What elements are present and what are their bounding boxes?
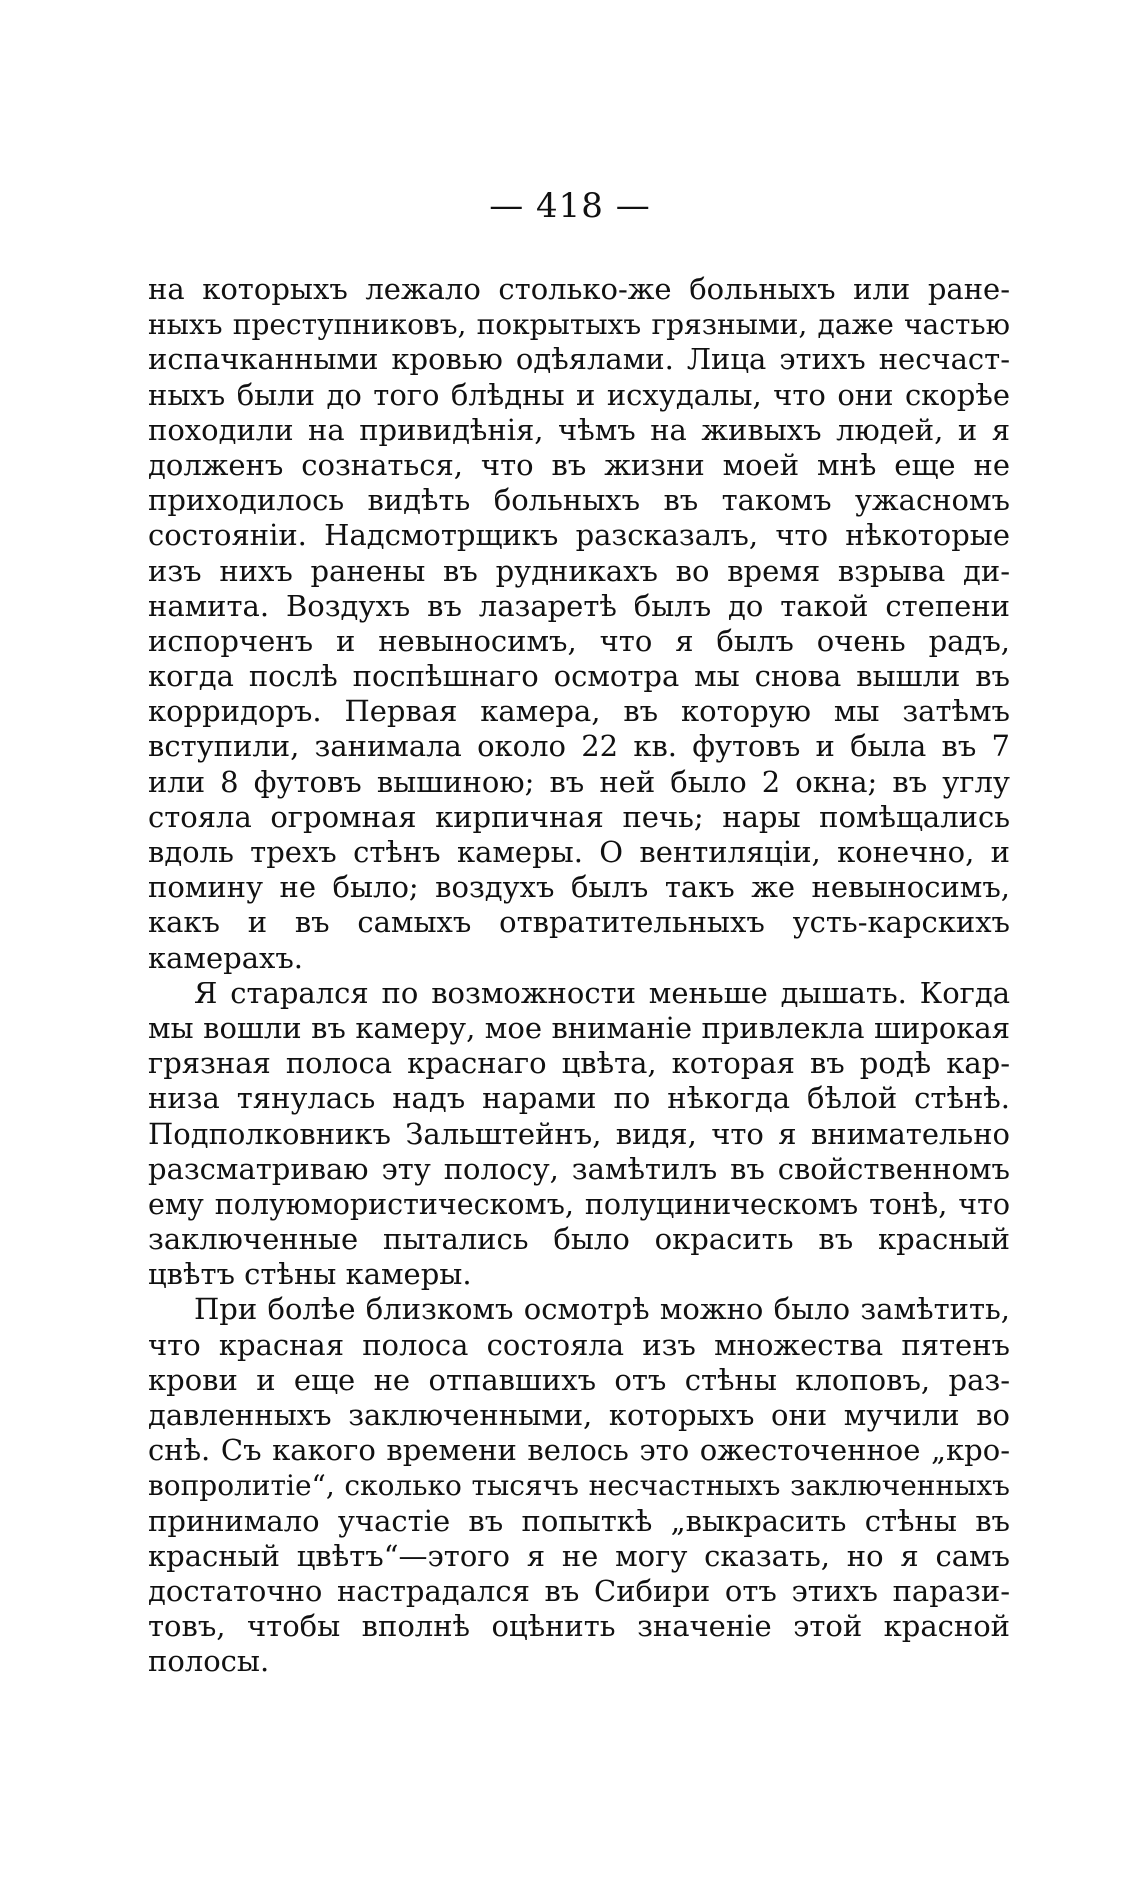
text-line: походили на привидѣнія, чѣмъ на живыхъ людей, и я [148, 412, 1010, 447]
text-line: грязная полоса краснаго цвѣта, которая въ родѣ кар- [148, 1046, 1010, 1081]
text-line: на которыхъ лежало столько-же больныхъ или ране- [148, 272, 1010, 306]
text-line: состояніи. Надсмотрщикъ разсказалъ, что нѣкоторые [148, 518, 1010, 553]
text-line: ему полуюмористическомъ, полуциническомъ тонѣ, что [148, 1187, 1010, 1221]
text-line: крови и еще не отпавшихъ отъ стѣны клоповъ, раз- [148, 1362, 1010, 1397]
text-line: полосы. [148, 1644, 270, 1679]
text-line: При болѣе близкомъ осмотрѣ можно было замѣтить, [194, 1292, 1010, 1327]
text-line: Подполковникъ Зальштейнъ, видя, что я внимательно [148, 1116, 1010, 1151]
text-line: цвѣтъ стѣны камеры. [148, 1257, 472, 1292]
text-line: камерахъ. [148, 940, 304, 975]
text-line: товъ, чтобы вполнѣ оцѣнить значеніе этой красной [148, 1609, 1010, 1644]
page-number: — 418 — [489, 186, 651, 226]
paragraph [148, 272, 1010, 976]
text-line: давленныхъ заключенными, которыхъ они мучили во [148, 1398, 1010, 1432]
text-line: намита. Воздухъ въ лазаретѣ былъ до такой степени [148, 588, 1010, 623]
text-line: вдоль трехъ стѣнъ камеры. О вентиляціи, конечно, и [148, 835, 1010, 869]
text-line: вступили, занимала около 22 кв. футовъ и была въ 7 [148, 729, 1010, 764]
text-line: что красная полоса состояла изъ множества пятенъ [148, 1327, 1010, 1362]
text-line: снѣ. Съ какого времени велось это ожесточенное „кро- [148, 1433, 1010, 1468]
text-line: испачканными кровью одѣялами. Лица этихъ несчаст- [148, 342, 1010, 377]
text-line: низа тянулась надъ нарами по нѣкогда бѣлой стѣнѣ. [148, 1081, 1010, 1116]
text-line: помину не было; воздухъ былъ такъ же невыносимъ, [148, 870, 1010, 905]
text-line: корридоръ. Первая камера, въ которую мы затѣмъ [148, 694, 1010, 729]
paragraph [148, 976, 1010, 1293]
body-text [148, 272, 1010, 1680]
text-line: какъ и въ самыхъ отвратительныхъ усть-карскихъ [148, 905, 1010, 940]
text-line: долженъ сознаться, что въ жизни моей мнѣ еще не [148, 447, 1010, 482]
text-line: стояла огромная кирпичная печь; нары помѣщались [148, 799, 1010, 834]
paragraph [148, 1292, 1010, 1679]
text-line: принимало участіе въ попыткѣ „выкрасить стѣны въ [148, 1503, 1010, 1538]
text-line: вопролитіе“, сколько тысячъ несчастныхъ заключенныхъ [148, 1469, 1010, 1503]
text-line: изъ нихъ ранены въ рудникахъ во время взрыва ди- [148, 553, 1010, 588]
text-line: ныхъ преступниковъ, покрытыхъ грязными, даже частью [148, 308, 1010, 342]
text-line: достаточно настрадался въ Сибири отъ этихъ парази- [148, 1573, 1010, 1608]
text-line: мы вошли въ камеру, мое вниманіе привлекла широкая [148, 1010, 1010, 1045]
text-line: красный цвѣтъ“—этого я не могу сказать, но я самъ [148, 1538, 1010, 1573]
text-line: испорченъ и невыносимъ, что я былъ очень радъ, [148, 623, 1010, 658]
text-line: когда послѣ поспѣшнаго осмотра мы снова вышли въ [148, 659, 1010, 694]
text-line: ныхъ были до того блѣдны и исхудалы, что они скорѣе [148, 377, 1010, 412]
text-line: заключенные пытались было окрасить въ красный [148, 1222, 1010, 1257]
text-line: разсматриваю эту полосу, замѣтилъ въ свойственномъ [148, 1151, 1010, 1186]
text-line: Я старался по возможности меньше дышать. Когда [194, 975, 1010, 1010]
text-line: или 8 футовъ вышиною; въ ней было 2 окна; въ углу [148, 764, 1010, 799]
text-line: приходилось видѣть больныхъ въ такомъ ужасномъ [148, 483, 1010, 518]
